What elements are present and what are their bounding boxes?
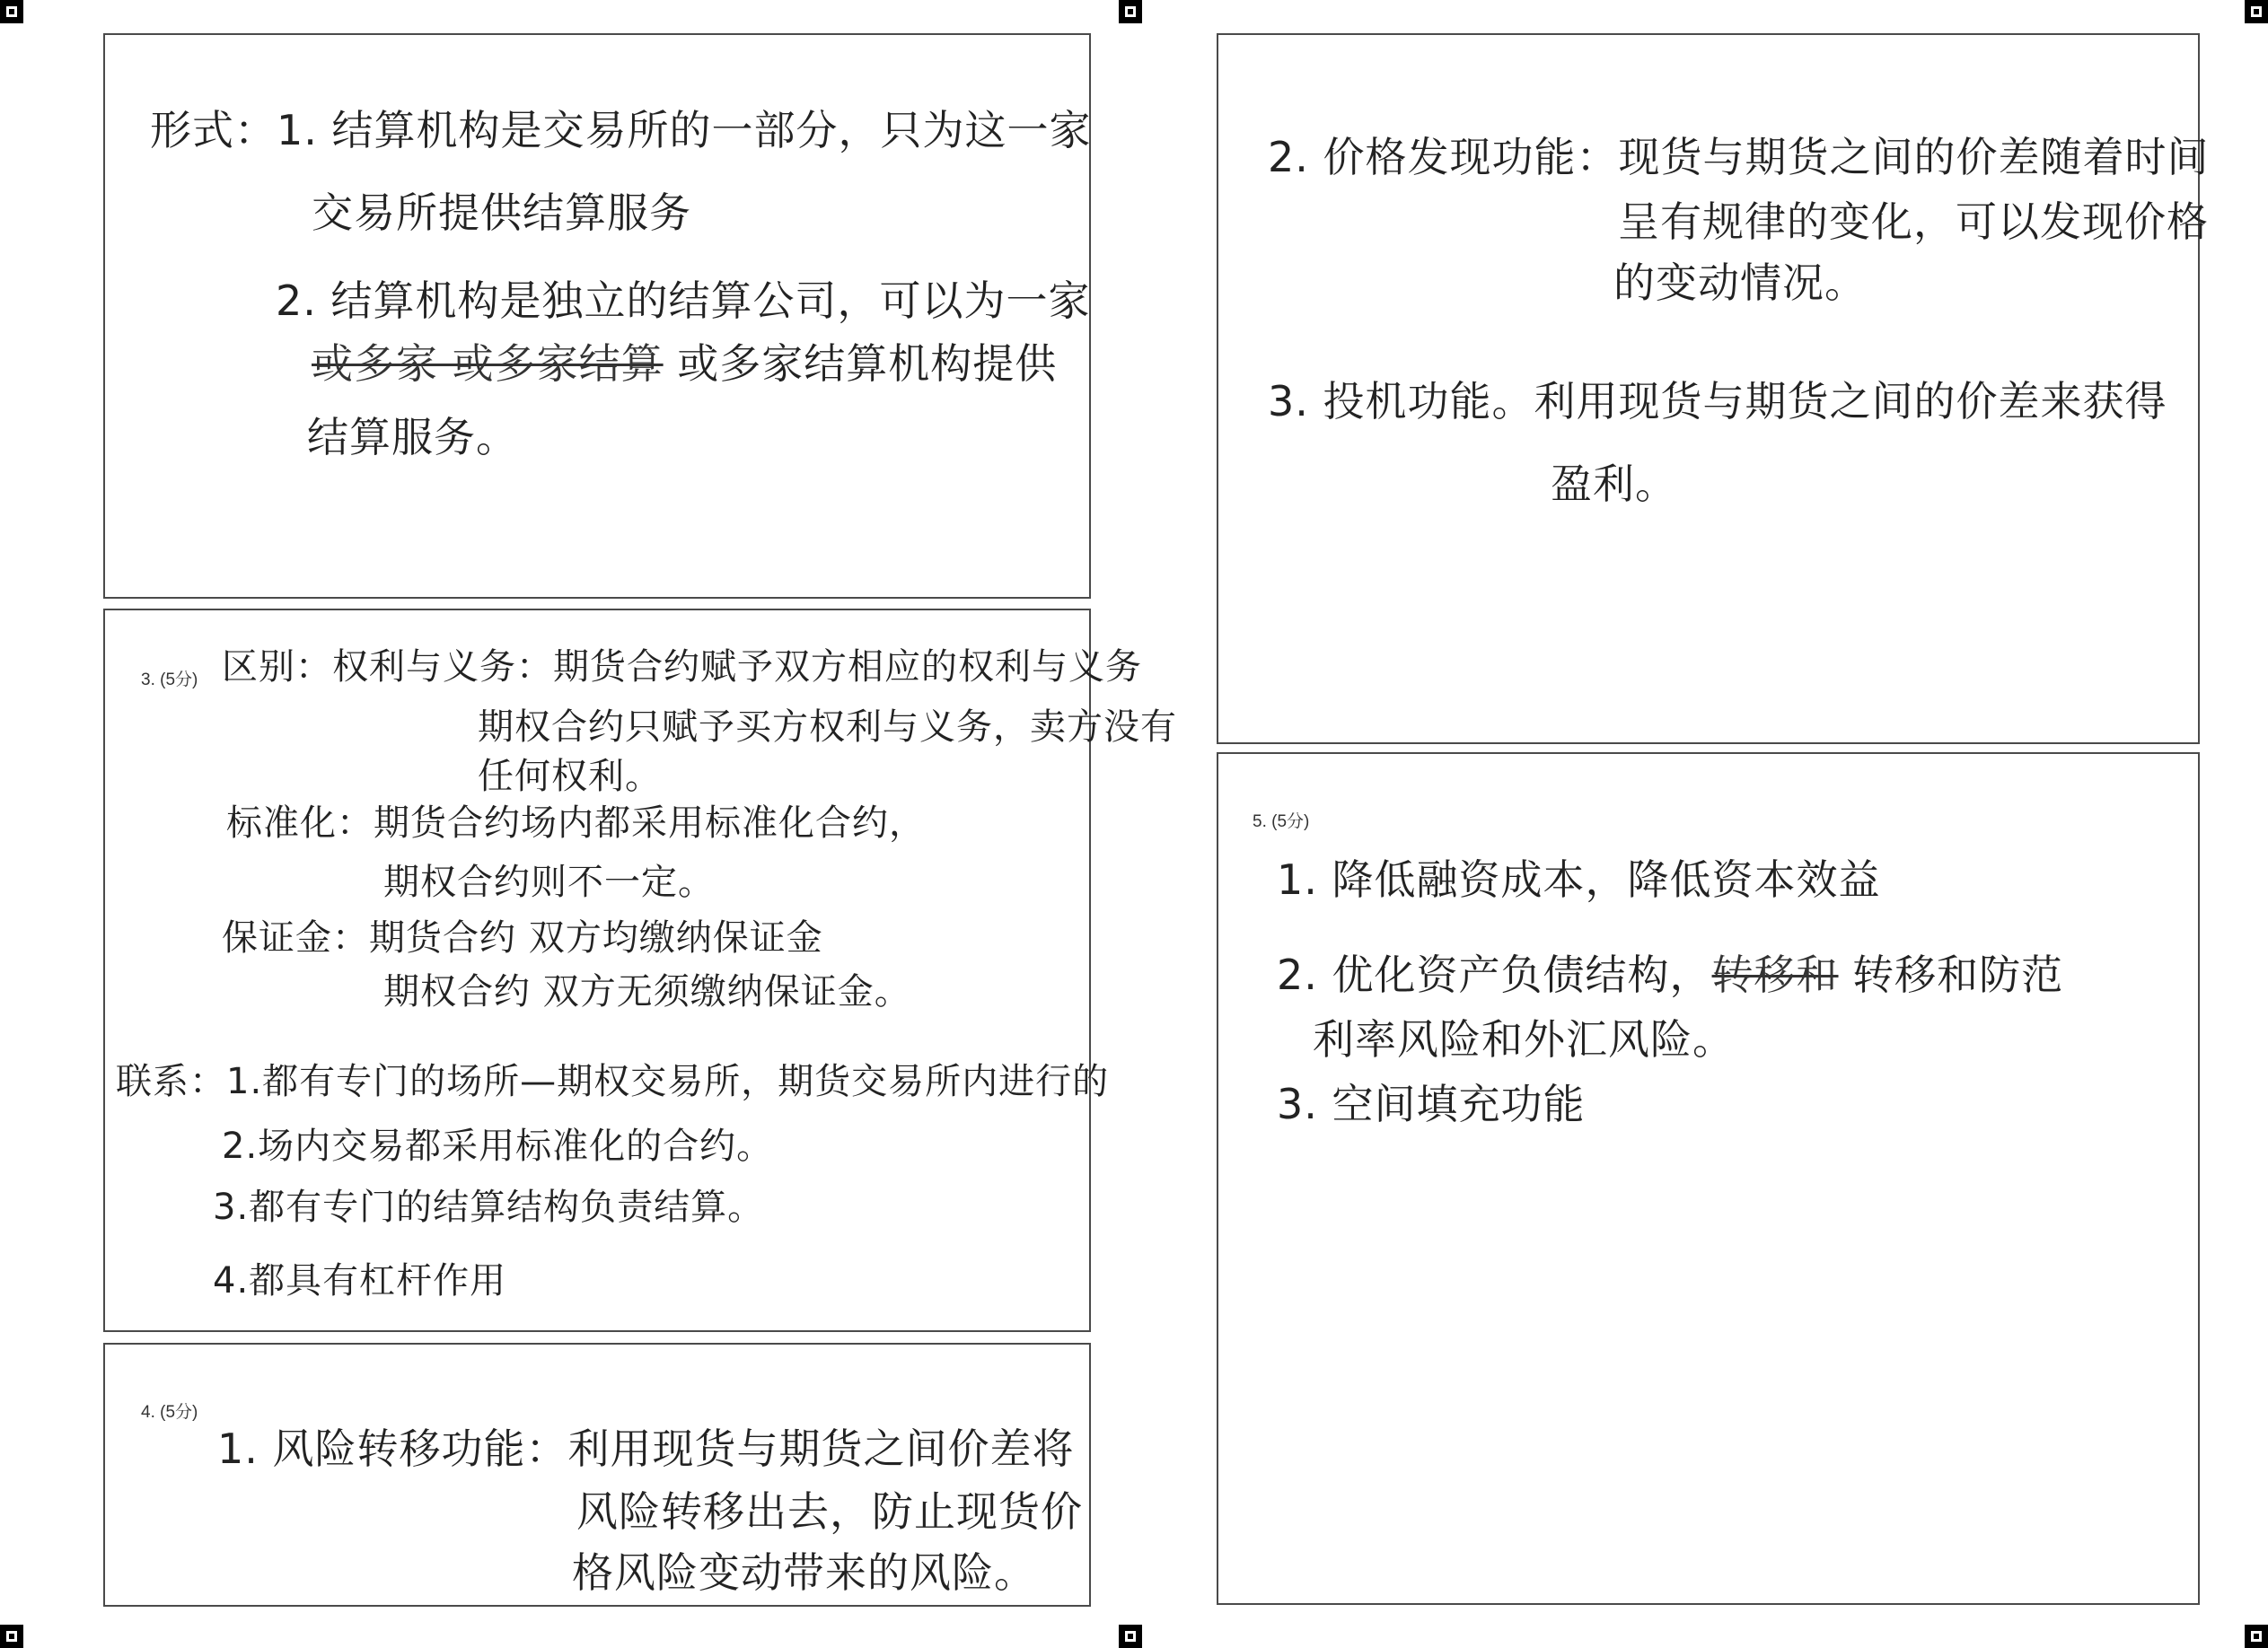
answer-line: 结算服务。	[307, 413, 518, 461]
answer-box-left-top	[103, 33, 1091, 599]
struck-text	[1277, 950, 2063, 1000]
answer-line: 联系：1.都有专门的场所—期权交易所，期货交易所内进行的	[116, 1061, 1110, 1102]
answer-line: 期权合约则不一定。	[383, 862, 715, 903]
answer-line: 利率风险和外汇风险。	[1313, 1015, 1735, 1064]
question-label: 5. (5分)	[1253, 812, 1310, 831]
strikethrough-text: 或多家 或多家结算	[312, 339, 664, 388]
answer-line: 期权合约只赋予买方权利与义务，卖方没有	[478, 706, 1177, 748]
answer-line: 的变动情况。	[1613, 259, 1867, 307]
answer-box-left-middle	[103, 609, 1177, 1332]
answer-line: 4.都具有杠杆作用	[213, 1260, 507, 1302]
answer-box-right-bottom	[1217, 752, 2200, 1605]
answer-line: 2.场内交易都采用标准化的合约。	[222, 1126, 774, 1167]
question-label: 3. (5分)	[141, 671, 198, 689]
registration-mark-top-right	[2245, 0, 2268, 23]
registration-mark-top-left	[0, 0, 23, 23]
registration-mark-top-center	[1119, 0, 1142, 23]
answer-text: 或多家结算机构提供	[677, 339, 1058, 388]
answer-line: 3. 投机功能。利用现货与期货之间的价差来获得	[1268, 377, 2167, 425]
struck-text	[312, 338, 1057, 389]
answer-line: 风险转移出去，防止现货价	[576, 1487, 1083, 1536]
answer-line: 任何权利。	[478, 756, 662, 797]
answer-line: 交易所提供结算服务	[312, 188, 691, 237]
answer-box-left-bottom	[103, 1343, 1091, 1607]
registration-mark-bottom-center	[1119, 1625, 1142, 1648]
answer-line: 标准化：期货合约场内都采用标准化合约，	[226, 802, 926, 844]
answer-text: 转移和防范	[1852, 951, 2064, 999]
answer-line: 区别：权利与义务：期货合约赋予双方相应的权利与义务	[222, 646, 1142, 688]
answer-line: 2. 结算机构是独立的结算公司，可以为一家	[276, 276, 1091, 325]
answer-box-right-top	[1217, 33, 2210, 744]
answer-line: 期权合约 双方无须缴纳保证金。	[383, 971, 911, 1012]
answer-line: 1. 降低融资成本，降低资本效益	[1277, 855, 1881, 904]
answer-text: 2. 优化资产负债结构，	[1277, 951, 1712, 999]
answer-line: 3.都有专门的结算结构负责结算。	[213, 1187, 765, 1228]
answer-line: 2. 价格发现功能：现货与期货之间的价差随着时间	[1268, 133, 2210, 181]
answer-line: 呈有规律的变化，可以发现价格	[1618, 197, 2209, 246]
answer-line: 盈利。	[1551, 460, 1677, 508]
strikethrough-text: 转移和	[1711, 951, 1839, 999]
answer-line: 保证金：期货合约 双方均缴纳保证金	[222, 917, 823, 959]
answer-line: 形式：1. 结算机构是交易所的一部分，只为这一家	[150, 106, 1092, 154]
answer-line: 3. 空间填充功能	[1277, 1080, 1586, 1128]
answer-line: 1. 风险转移功能：利用现货与期货之间价差将	[217, 1424, 1075, 1473]
registration-mark-bottom-left	[0, 1625, 23, 1648]
question-label: 4. (5分)	[141, 1403, 198, 1422]
registration-mark-bottom-right	[2245, 1625, 2268, 1648]
answer-line: 格风险变动带来的风险。	[572, 1548, 1036, 1597]
